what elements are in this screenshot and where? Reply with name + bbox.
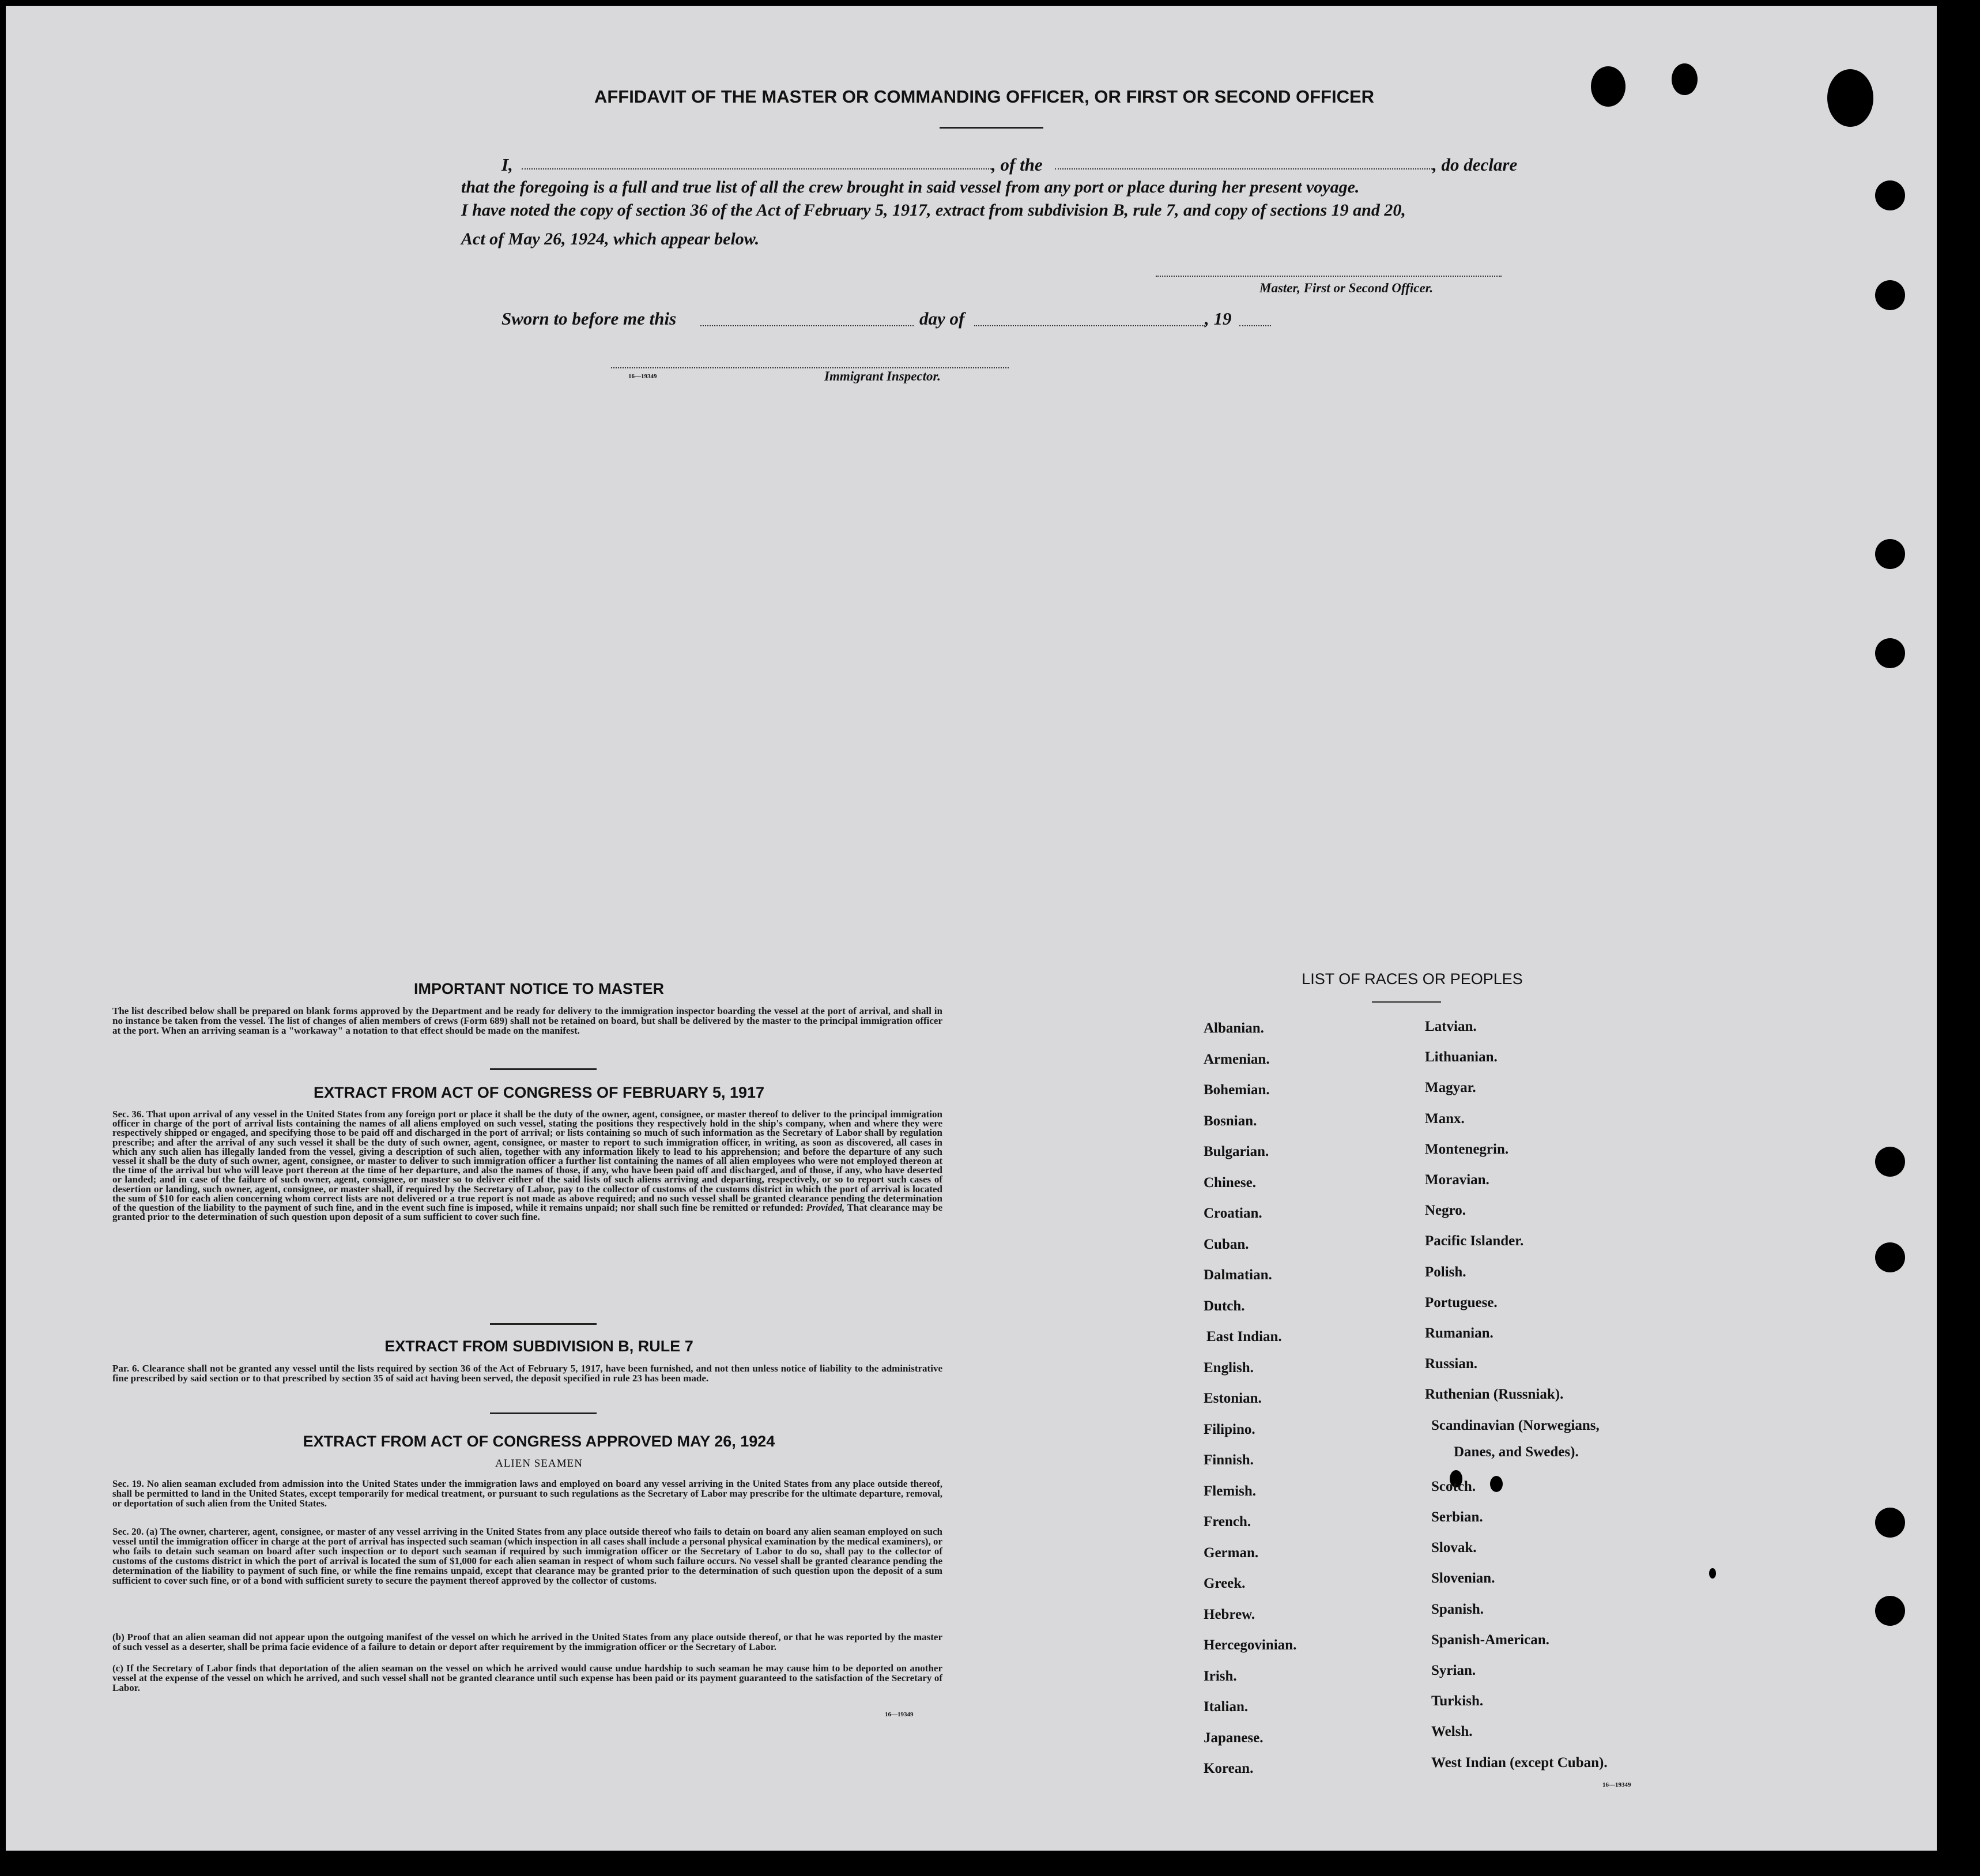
race-item: Flemish.	[1204, 1483, 1256, 1499]
extract-1917-body: Sec. 36. That upon arrival of any vessel in the United States from any foreign port or place it shall be the duty of the owner, agent, consignee, or master thereof to deliver to the principal immigration officer in charge of the port of arrival lists containing the names of all aliens employed on such vessel, stating the positions they respectively hold in the ship's company, when and where they were respectively shipped or engaged, and specifying those to be paid off and discharged in the port of arrival; or lists containing so much of such information as the Secretary of Labor shall by regulation prescribe; and after the arrival of any such vessel it shall be the duty of such owner, agent, consignee, or master to report to such immigration officer, in writing, as soon as discovered, all cases in which any such alien has illegally landed from the vessel, giving a description of such alien, together with any information likely to lead to his apprehension; and before the departure of any such vessel it shall be the duty of such owner, agent, consignee, or master to deliver to such immigration officer a further list containing the names of all alien employees who were not employed thereon at the time of the arrival but who will leave port thereon at the time of her departure, and also the names of those, if any, who have been paid off and discharged, and of those, if any, who have deserted or landed; and in case of the failure of such owner, agent, consignee, or master so to deliver either of the said lists of such aliens arriving and departing, respectively, or so to report such cases of desertion or landing, such owner, agent, consignee, or master shall, if required by the Secretary of Labor, pay to the collector of customs of the customs district in which the port of arrival is located the sum of $10 for each alien concerning whom correct lists are not delivered or a true report is not made as above required; and no such vessel shall be granted clearance pending the determination of the question of the liability to the payment of such fine, and in the event such fine is imposed, while it remains unpaid; nor shall such fine be remitted or refunded:	[112, 1109, 942, 1214]
inspector-signature-blank[interactable]	[611, 367, 1009, 368]
race-item: Lithuanian.	[1425, 1049, 1498, 1065]
alien-seamen-subtitle: ALIEN SEAMEN	[495, 1457, 583, 1470]
race-item: Estonian.	[1204, 1391, 1262, 1406]
race-item: Bosnian.	[1204, 1113, 1257, 1129]
race-item: Finnish.	[1204, 1452, 1254, 1468]
race-item: Syrian.	[1431, 1663, 1476, 1678]
race-item: Bulgarian.	[1204, 1144, 1269, 1159]
race-item: West Indian (except Cuban).	[1431, 1754, 1608, 1770]
race-item: French.	[1204, 1514, 1251, 1530]
extract-1917-body-end: That clearance may be granted prior to the determination of such question upon deposit of a sum sufficient to cover such fine.	[112, 1202, 942, 1223]
race-item: Croatian.	[1204, 1206, 1262, 1221]
race-item: Dalmatian.	[1204, 1267, 1272, 1283]
race-item: Negro.	[1425, 1203, 1466, 1219]
race-item: English.	[1204, 1359, 1254, 1376]
sworn-day-blank[interactable]	[700, 325, 914, 326]
race-item: Russian.	[1425, 1356, 1478, 1372]
race-item: Montenegrin.	[1425, 1141, 1509, 1157]
punch-hole	[1875, 1596, 1905, 1626]
race-item: Spanish.	[1431, 1601, 1484, 1617]
race-item: Serbian.	[1431, 1509, 1483, 1525]
notice-text: The list described below shall be prepared on blank forms approved by the Department and be ready for delivery to the immigration inspector boarding the vessel at the port of arrival, and shall in no instance be taken from the vessel. The list of changes of alien members of crews (Form 689) shall not be retained on board, but shall be delivered by the master to the principal immigration officer at the port. When an arriving seaman is a "workaway" a notation to that effect should be made on the manifest.	[112, 1005, 942, 1036]
sworn-month-blank[interactable]	[974, 325, 1205, 326]
races-rule	[1372, 1001, 1441, 1003]
affidavit-i: I,	[501, 155, 513, 175]
name-blank[interactable]	[522, 168, 991, 169]
race-item: East Indian.	[1206, 1329, 1282, 1344]
race-item: Pacific Islander.	[1425, 1233, 1524, 1249]
race-item: Moravian.	[1425, 1172, 1489, 1188]
punch-hole	[1875, 180, 1905, 210]
affidavit-line-2: that the foregoing is a full and true list of all the crew brought in said vessel from any port or place during her present voyage.	[461, 178, 1360, 197]
ink-blot	[1709, 1568, 1716, 1579]
sec-20b-text: (b) Proof that an alien seaman did not appear upon the outgoing manifest of the vessel on which he arrived in the United States from any place outside thereof, or that he was reported by the master of such vessel as a deserter, shall be prima facie evidence of a failure to detain or deport after requirement by the immigration officer or the Secretary of Labor.	[112, 1632, 942, 1652]
race-item: Irish.	[1204, 1668, 1237, 1684]
master-signature-label: Master, First or Second Officer.	[1259, 281, 1434, 295]
race-item: Italian.	[1204, 1699, 1249, 1715]
title-rule	[940, 127, 1043, 129]
race-item: Rumanian.	[1425, 1325, 1494, 1341]
race-item: Spanish-American.	[1431, 1632, 1549, 1648]
notice-title: IMPORTANT NOTICE TO MASTER	[414, 980, 664, 997]
race-item: Magyar.	[1425, 1080, 1476, 1096]
affidavit-line-3: I have noted the copy of section 36 of the Act of February 5, 1917, extract from subdivision B, rule 7, and copy of sections 19 and 20,	[461, 201, 1406, 220]
affidavit-line-4: Act of May 26, 1924, which appear below.	[461, 229, 760, 248]
section-rule	[490, 1068, 597, 1070]
race-item: Bohemian.	[1204, 1082, 1270, 1098]
sworn-year-blank[interactable]	[1239, 325, 1271, 326]
punch-hole	[1875, 638, 1905, 668]
races-title: LIST OF RACES OR PEOPLES	[1302, 970, 1523, 988]
punch-hole	[1875, 539, 1905, 569]
inspector-label: Immigrant Inspector.	[824, 369, 941, 383]
affidavit-title: AFFIDAVIT OF THE MASTER OR COMMANDING OFFICER, OR FIRST OR SECOND OFFICER	[594, 86, 1375, 107]
extract-1917-title: EXTRACT FROM ACT OF CONGRESS OF FEBRUARY 5, 1917	[313, 1084, 765, 1101]
section-rule	[490, 1412, 597, 1414]
race-item: Portuguese.	[1425, 1294, 1498, 1310]
extract-1924-title: EXTRACT FROM ACT OF CONGRESS APPROVED MAY 26, 1924	[303, 1433, 775, 1450]
race-item: Filipino.	[1204, 1421, 1255, 1437]
race-item: Hebrew.	[1204, 1606, 1255, 1622]
sec-20a-text: Sec. 20. (a) The owner, charterer, agent, consignee, or master of any vessel arriving in the United States from any place outside thereof who fails to detain on board any alien seaman employed on such vessel until the immigration officer in charge at the port of arrival has inspected such seaman (which inspection in all cases shall include a personal physical examination by the medical examiners), or who fails to detain such seaman on board after such inspection or to deport such seaman if required by such immigration officer or the Secretary of Labor to do so, shall pay to the collector of customs of the customs district in which the port of arrival is located the sum of $1,000 for each alien seaman in respect of whom such failure occurs. No vessel shall be granted clearance pending the determination of the liability to payment of such fine, or while the fine remains unpaid, except that clearance may be granted prior to the determination of such question upon the deposit of a sum sufficient to cover such fine, or of a bond with sufficient surety to secure the payment thereof approved by the collector of customs.	[112, 1526, 942, 1586]
race-item: Korean.	[1204, 1761, 1254, 1776]
race-item: Manx.	[1425, 1110, 1465, 1127]
punch-hole	[1875, 1147, 1905, 1177]
race-item: Greek.	[1204, 1576, 1246, 1591]
race-item: Ruthenian (Russniak).	[1425, 1387, 1564, 1403]
affidavit-do-declare: , do declare	[1432, 155, 1518, 175]
year-label: , 19	[1205, 308, 1232, 329]
master-signature-blank[interactable]	[1156, 276, 1502, 277]
race-item: Latvian.	[1425, 1019, 1477, 1034]
ink-blot	[1490, 1476, 1503, 1492]
punch-hole	[1875, 1508, 1905, 1538]
sec-19-text: Sec. 19. No alien seaman excluded from admission into the United States under the immigration laws and employed on board any vessel arriving in the United States from any place outside thereof, shall be permitted to land in the United States, except temporarily for medical treatment, or pursuant to such regulations as the Secretary of Labor may prescribe for the ultimate departure, removal, or deportation of such alien from the United States.	[112, 1478, 942, 1509]
race-item: Scandinavian (Norwegians,	[1431, 1417, 1600, 1433]
race-item: Scotch.	[1431, 1478, 1476, 1494]
race-item: Welsh.	[1431, 1724, 1473, 1740]
sec-20c-text: (c) If the Secretary of Labor finds that deportation of the alien seaman on the vessel on which he arrived would cause undue hardship to such seaman he may cause him to be deported on another vessel at the expense of the vessel on which he arrived, and such vessel shall not be granted clearance until such expense has been paid or its payment guaranteed to the satisfaction of the Secretary of Labor.	[112, 1663, 942, 1693]
rule-7-title: EXTRACT FROM SUBDIVISION B, RULE 7	[384, 1338, 693, 1355]
race-item: Dutch.	[1204, 1298, 1245, 1314]
punch-hole	[1875, 1242, 1905, 1272]
day-of-label: day of	[919, 308, 965, 329]
rule-7-text: Par. 6. Clearance shall not be granted any vessel until the lists required by section 36 of the Act of February 5, 1917, have been furnished, and not then unless notice of liability to the administrative fine prescribed by said section or to that prescribed by section 35 of said act having been served, the deposit specified in rule 23 has been made.	[112, 1363, 942, 1384]
affidavit-of-the: , of the	[991, 155, 1043, 175]
race-item: Slovenian.	[1431, 1570, 1495, 1587]
race-item: Polish.	[1425, 1264, 1466, 1280]
punch-hole	[1875, 280, 1905, 310]
race-item: Turkish.	[1431, 1693, 1484, 1709]
race-item: Cuban.	[1204, 1236, 1249, 1252]
races-form-number: 16—19349	[1602, 1781, 1631, 1788]
race-scandinavian-continued: Danes, and Swedes).	[1454, 1444, 1579, 1460]
vessel-blank[interactable]	[1055, 168, 1432, 169]
race-item: German.	[1204, 1545, 1259, 1561]
sworn-label: Sworn to before me this	[501, 308, 677, 329]
race-item: Hercegovinian.	[1204, 1637, 1297, 1653]
race-item: Chinese.	[1204, 1174, 1256, 1191]
extract-1917-text	[112, 1110, 942, 1222]
extract-1917-provided: Provided,	[806, 1202, 845, 1214]
race-item: Albanian.	[1204, 1020, 1264, 1036]
race-item: Slovak.	[1431, 1540, 1477, 1556]
race-item: Armenian.	[1204, 1051, 1270, 1067]
affidavit-form-number: 16—19349	[628, 373, 657, 380]
section-rule	[490, 1323, 597, 1325]
race-item: Japanese.	[1204, 1730, 1264, 1746]
extract-form-number: 16—19349	[885, 1711, 914, 1718]
